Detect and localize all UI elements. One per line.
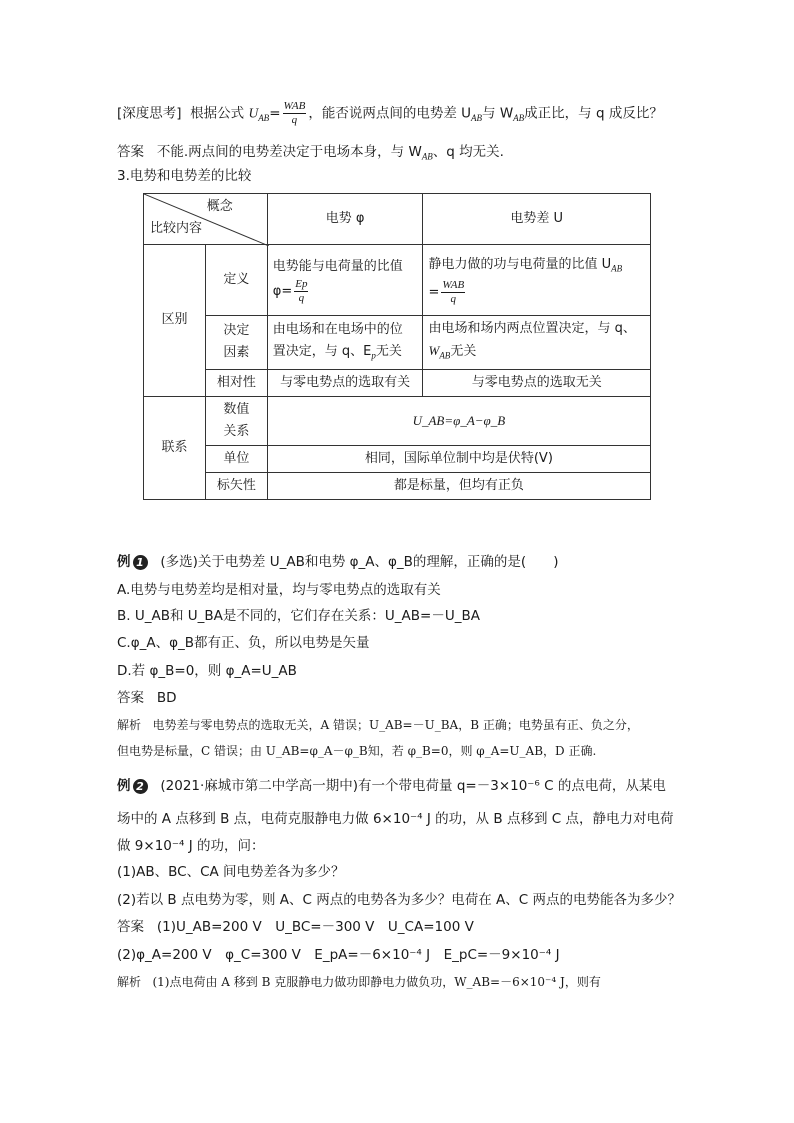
table-group-label: 区别: [144, 245, 206, 397]
example1-option-a: A.电势与电势差均是相对量，均与零电势点的选取有关: [117, 582, 441, 598]
table-row-label: 标矢性: [205, 472, 267, 499]
deep-think-label: [深度思考]: [117, 105, 182, 122]
deep-think-answer: 答案 不能.两点间的电势差决定于电场本身，与 $W_{AB}$、q 均无关.: [117, 144, 504, 162]
example1-analysis-cont: 但电势是标量，C 错误；由 U_AB=φ_A－φ_B知，若 φ_B=0，则 φ_A=U_AB，D 正确.: [117, 744, 597, 758]
example2-answer: 答案 (1)U_AB=200 V U_BC=－300 V U_CA=100 V: [117, 919, 474, 935]
table-cell: 电势能与电荷量的比值 φ= $\frac{Ep}{q}$: [267, 245, 423, 316]
table-cell: 与零电势点的选取有关: [267, 369, 423, 396]
table-row: [144, 245, 651, 316]
deep-think-question: [深度思考] 根据公式 $U_{AB}=$ $\frac{\text{WAB}}{q}$ ，能否说两点间的电势差 $U_{AB}$与 $W_{AB}$成正比，与 q 成反比？: [117, 100, 663, 126]
table-group-label: 联系: [144, 396, 206, 499]
example2-answer-cont: (2)φ_A=200 V φ_C=300 V E_pA=－6×10⁻⁴ J E_pC=－9×10⁻⁴ J: [117, 947, 560, 963]
example1-answer: 答案 BD: [117, 690, 177, 706]
example2-q2: (2)若以 B 点电势为零，则 A、C 两点的电势各为多少？电荷在 A、C 两点的电势能各为多少？: [117, 892, 681, 908]
comparison-table: [143, 193, 651, 500]
table-header-row: [144, 194, 651, 245]
example1-analysis: 解析 电势差与零电势点的选取无关，A 错误；U_AB=－U_BA，B 正确；电势虽有正、负之分，: [117, 718, 639, 732]
table-cell: 静电力做的功与电荷量的比值 $U_{AB}$ = $\frac{\text{WAB}}{q}$: [423, 245, 651, 316]
section-title: 3.电势和电势差的比较: [117, 168, 252, 184]
table-cell: 由电场和场内两点位置决定，与 q、 $W_{AB}$无关: [423, 316, 651, 370]
example-badge: 例 1: [117, 552, 148, 572]
table-corner-cell: 概念 比较内容: [144, 194, 268, 245]
formula-fraction: $\frac{\text{WAB}}{q}$: [283, 100, 306, 126]
example2-analysis: 解析 (1)点电荷由 A 移到 B 克服静电力做功即静电力做负功，W_AB=－6×10⁻⁴ J，则有: [117, 975, 601, 989]
example2-stem-cont: 做 9×10⁻⁴ J 的功，问：: [117, 838, 265, 854]
table-row: [144, 445, 651, 472]
table-row: [144, 369, 651, 396]
table-row-label: 相对性: [205, 369, 267, 396]
answer-label: 答案: [117, 144, 144, 160]
example1-option-d: D.若 φ_B=0，则 φ_A=U_AB: [117, 663, 297, 679]
example-badge: 例 2: [117, 776, 148, 796]
table-cell: 与零电势点的选取无关: [423, 369, 651, 396]
table-row-label: 定义: [205, 245, 267, 316]
table-row: [144, 396, 651, 445]
table-row: [144, 316, 651, 370]
example1-option-c: C.φ_A、φ_B都有正、负，所以电势是矢量: [117, 635, 370, 651]
table-row-label: 单位: [205, 445, 267, 472]
table-row-label: 决定 因素: [205, 316, 267, 370]
table-row-label: 数值 关系: [205, 396, 267, 445]
example1-option-b: B. U_AB和 U_BA是不同的，它们存在关系：U_AB=－U_BA: [117, 608, 480, 624]
example1-stem: 例 1 (多选)关于电势差 U_AB和电势 φ_A、φ_B的理解，正确的是( ): [117, 554, 559, 570]
table-col-header: 电势差 U: [423, 194, 651, 245]
table-cell: 相同，国际单位制中均是伏特(V): [267, 445, 650, 472]
table-col-header: 电势 φ: [267, 194, 423, 245]
example2-q1: (1)AB、BC、CA 间电势差各为多少？: [117, 864, 345, 880]
table-row: [144, 472, 651, 499]
table-cell: U_AB=φ_A−φ_B: [267, 396, 650, 445]
table-cell: 由电场和在电场中的位 置决定，与 q、$E_p$无关: [267, 316, 423, 370]
example2-stem: 例 2 (2021·麻城市第二中学高一期中)有一个带电荷量 q=－3×10⁻⁶ C 的点电荷，从某电: [117, 778, 666, 794]
example2-stem-cont: 场中的 A 点移到 B 点，电荷克服静电力做 6×10⁻⁴ J 的功，从 B 点移到 C 点，静电力对电荷: [117, 811, 674, 827]
table-cell: 都是标量，但均有正负: [267, 472, 650, 499]
